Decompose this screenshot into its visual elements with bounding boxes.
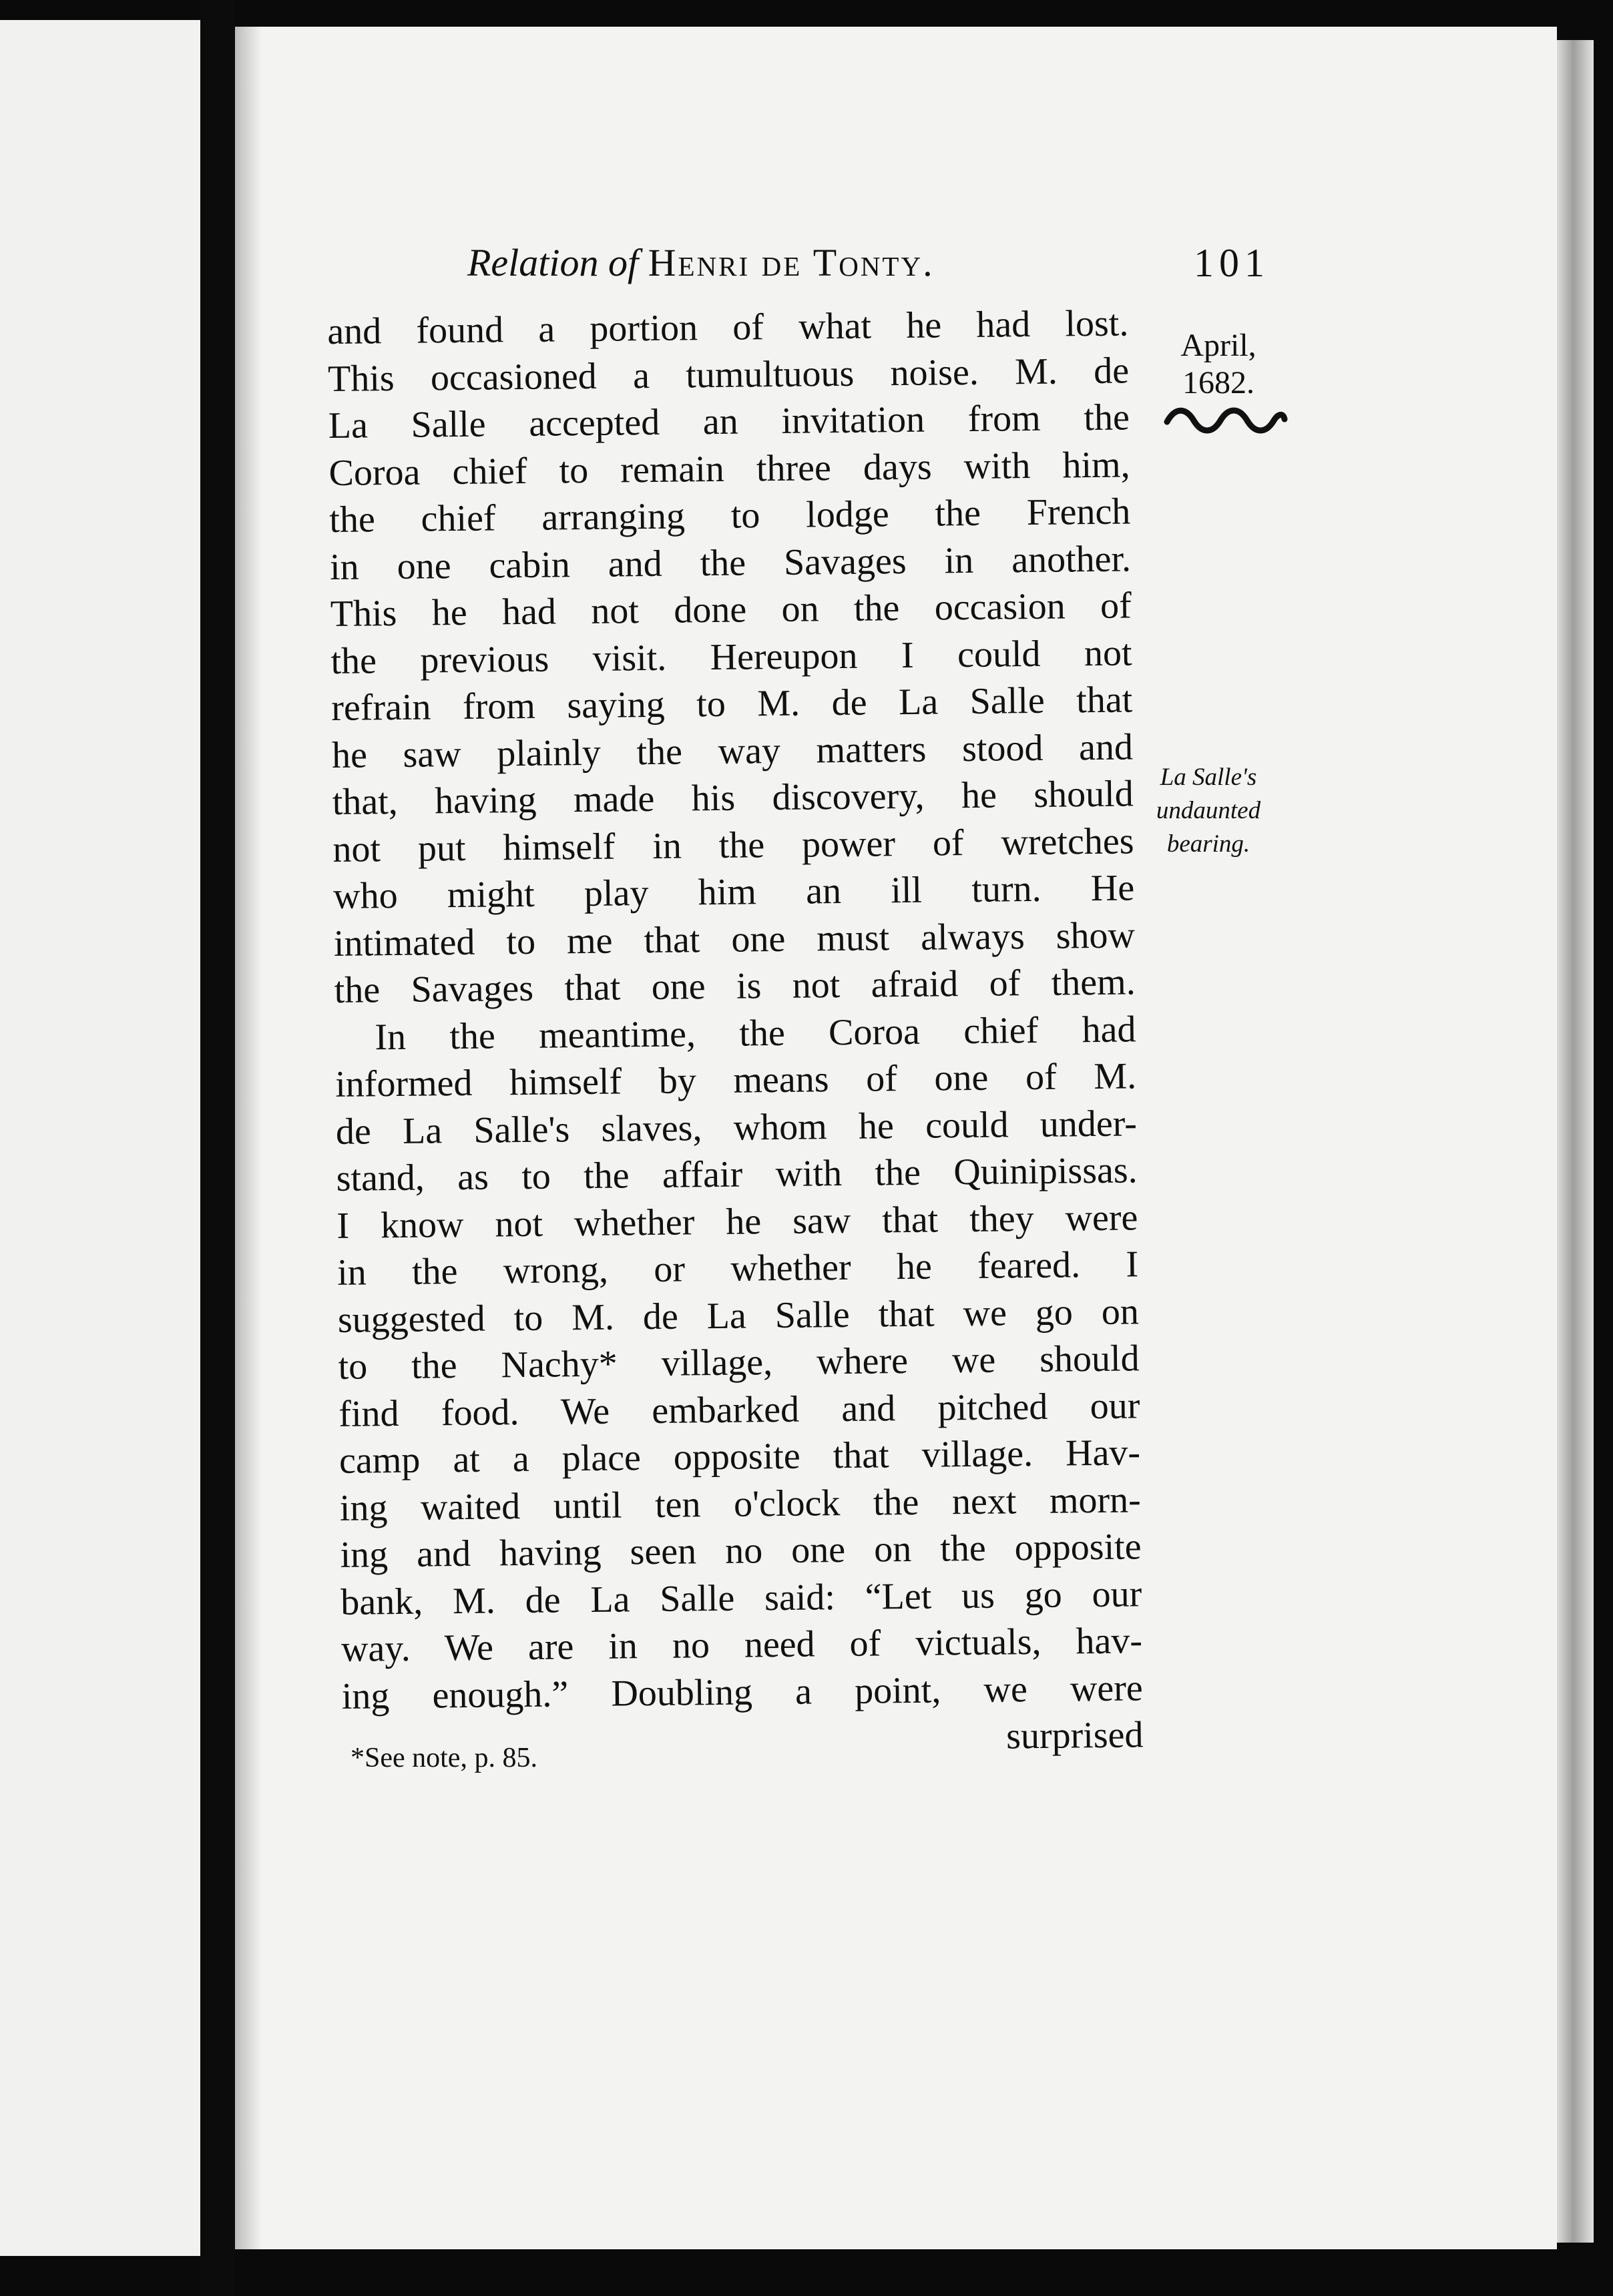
text-line: de La Salle's slaves, whom he could under- — [335, 1102, 1138, 1153]
running-head-name: Henri de Tonty. — [648, 241, 935, 284]
body-text — [327, 300, 1144, 1767]
flourish-ornament-icon — [1162, 400, 1289, 441]
text-line: intimated to me that one must always show — [333, 914, 1136, 964]
text-line: Coroa chief to remain three days with him, — [328, 443, 1130, 494]
margin-note-line: undaunted — [1156, 797, 1261, 824]
text-line: This occasioned a tumultuous noise. M. de — [327, 349, 1130, 400]
text-line: that, having made his discovery, he should — [332, 773, 1134, 823]
margin-date — [1168, 327, 1269, 402]
text-line: the previous visit. Hereupon I could not — [330, 631, 1132, 682]
page-header — [467, 240, 1269, 294]
text-line: not put himself in the power of wretches — [332, 820, 1134, 870]
text-line: in the wrong, or whether he feared. I — [336, 1243, 1139, 1294]
scan-border — [235, 0, 1613, 27]
text-line: refrain from saying to M. de La Salle that — [330, 679, 1133, 729]
text-line: ing enough.” Doubling a point, we were — [341, 1667, 1144, 1717]
paragraph-start-line: In the meantime, the Coroa chief had — [375, 1008, 1136, 1058]
text-line: camp at a place opposite that village. Hav- — [338, 1432, 1141, 1482]
footnote: *See note, p. 85. — [351, 1743, 537, 1773]
text-line: find food. We embarked and pitched our — [338, 1384, 1140, 1435]
text-line: the chief arranging to lodge the French — [328, 491, 1131, 541]
text-line: La Salle accepted an invitation from the — [328, 396, 1130, 447]
margin-date-year: 1682. — [1182, 365, 1254, 400]
running-head — [467, 240, 935, 285]
text-line: he saw plainly the way matters stood and — [331, 726, 1134, 776]
text-line: This he had not done on the occasion of — [330, 585, 1132, 635]
text-line: bank, M. de La Salle said: “Let us go our — [340, 1572, 1142, 1623]
text-line: who might play him an ill turn. He — [332, 867, 1135, 917]
text-line: suggested to M. de La Salle that we go on — [337, 1290, 1140, 1341]
margin-date-month: April, — [1180, 328, 1256, 363]
book-spine — [200, 0, 235, 2296]
catchword: surprised — [1005, 1714, 1144, 1757]
text-line: I know not whether he saw that they were — [336, 1196, 1138, 1247]
page-number: 101 — [1194, 241, 1270, 285]
page-edge — [1557, 40, 1594, 2243]
text-line: ing waited until ten o'clock the next morn- — [339, 1478, 1142, 1529]
text-line: in one cabin and the Savages in another. — [329, 537, 1132, 588]
text-line: informed himself by means of one of M. — [334, 1055, 1137, 1105]
margin-note-line: bearing. — [1166, 830, 1250, 858]
text-line: and found a portion of what he had lost. — [327, 302, 1129, 352]
text-line: to the Nachy* village, where we should — [338, 1338, 1140, 1388]
text-line: ing and having seen no one on the opposite — [340, 1526, 1142, 1576]
text-line: stand, as to the affair with the Quinipissas. — [336, 1149, 1138, 1199]
text-line: the Savages that one is not afraid of them. — [334, 961, 1136, 1011]
gutter-shadow — [235, 27, 262, 2249]
text-line: way. We are in no need of victuals, hav- — [340, 1620, 1143, 1670]
running-head-italic: Relation of — [467, 241, 639, 284]
margin-note — [1135, 761, 1282, 861]
margin-note-line: La Salle's — [1160, 764, 1257, 791]
left-page — [0, 20, 200, 2256]
